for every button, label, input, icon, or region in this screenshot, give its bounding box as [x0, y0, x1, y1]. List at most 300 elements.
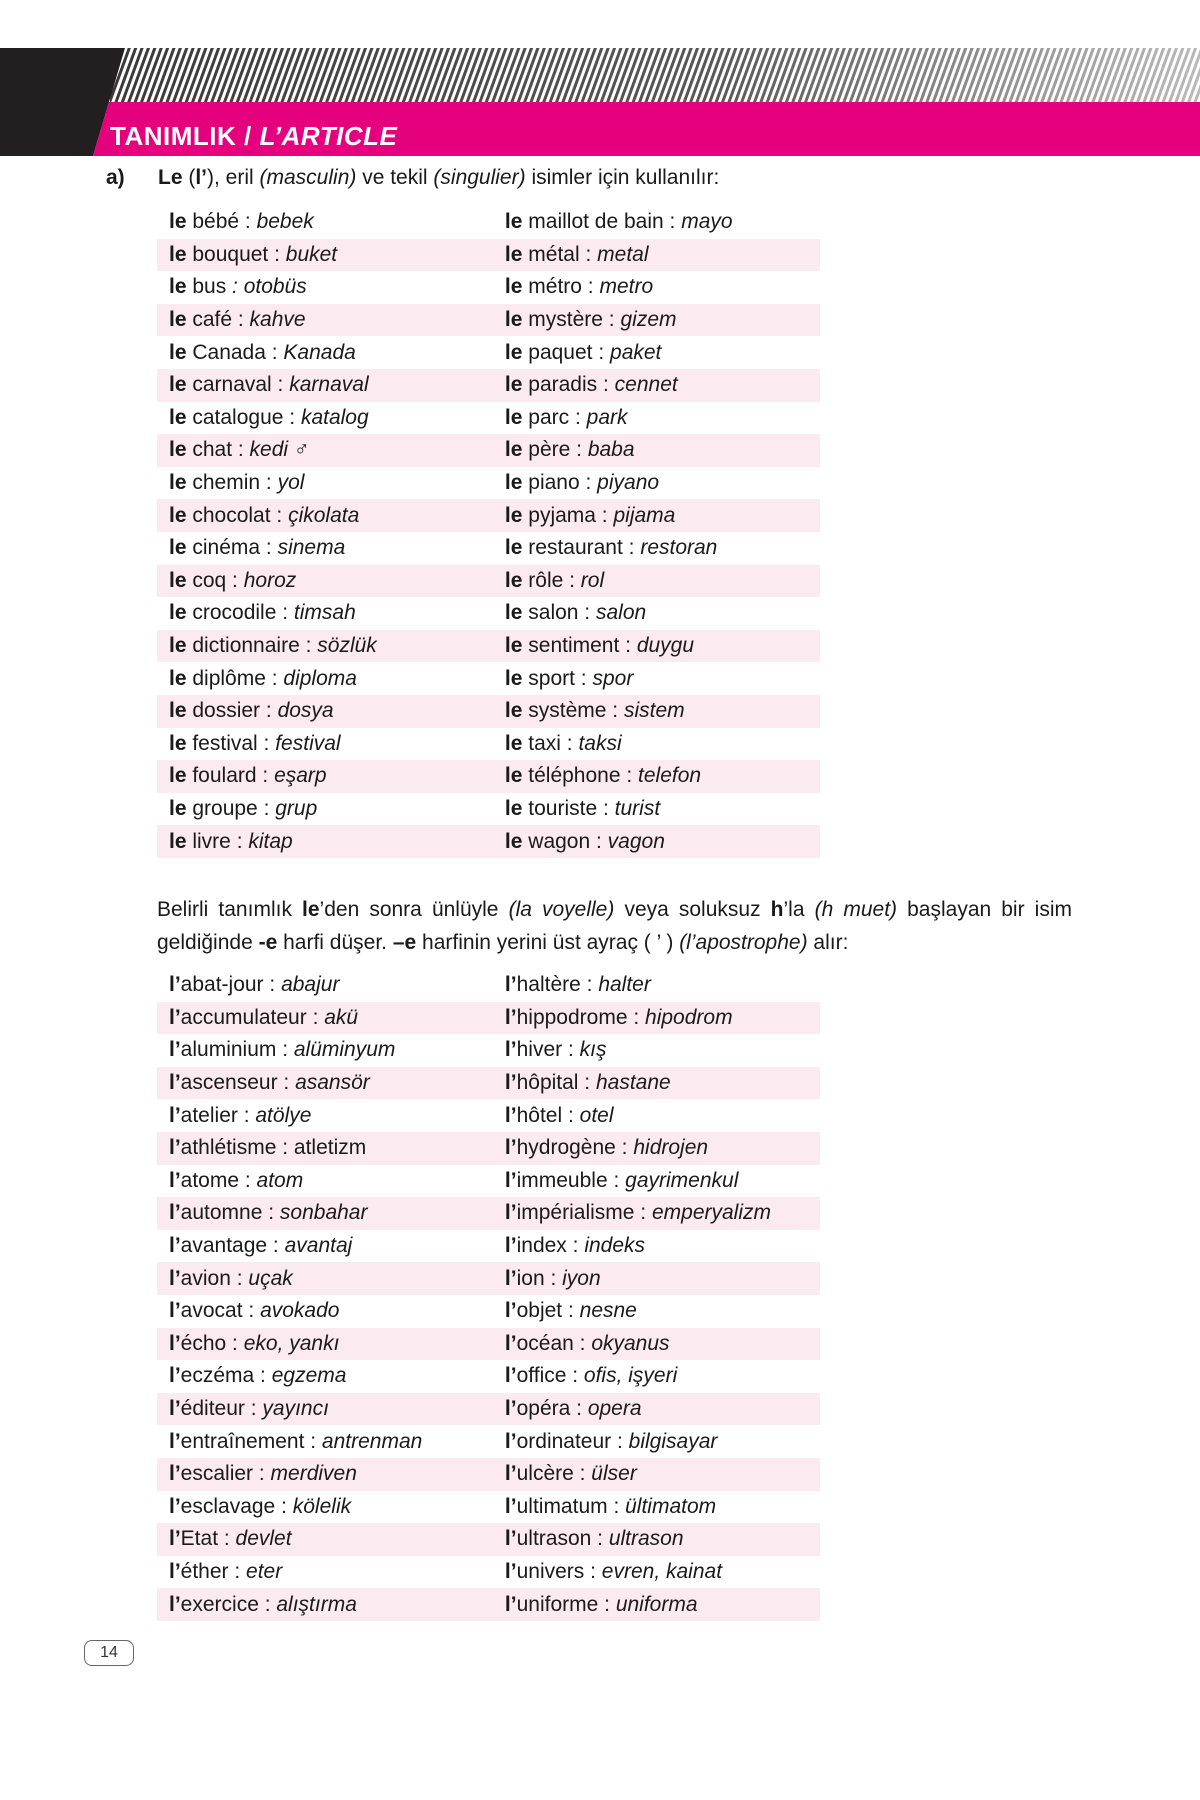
- article: l’: [169, 1071, 181, 1095]
- turkish-translation: indeks: [584, 1234, 646, 1258]
- vocab-entry: [493, 732, 820, 756]
- french-word: sentiment :: [522, 634, 637, 658]
- french-word: hôpital :: [516, 1071, 596, 1095]
- vocab-entry: [493, 973, 820, 997]
- vocab-entry: [157, 504, 493, 528]
- table-row: [157, 1295, 820, 1328]
- french-word: sport :: [522, 666, 593, 690]
- vocab-entry: [157, 797, 493, 821]
- article: l’: [169, 1462, 181, 1486]
- vocab-entry: [493, 373, 820, 397]
- french-word: ascenseur :: [180, 1071, 296, 1095]
- para-text: harfi düşer.: [277, 931, 393, 954]
- intro-masculin: (masculin): [259, 166, 357, 189]
- french-word: esclavage :: [180, 1494, 293, 1518]
- vocab-entry: [493, 471, 820, 495]
- turkish-translation: timsah: [293, 601, 356, 625]
- vocab-entry: [493, 1527, 820, 1551]
- title-italic: L’ARTICLE: [259, 121, 398, 151]
- article: le: [169, 731, 187, 755]
- article: le: [504, 471, 523, 495]
- vocab-entry: [493, 569, 820, 593]
- table-row: [157, 1556, 820, 1589]
- turkish-translation: salon: [595, 601, 647, 625]
- article: l’: [504, 1592, 517, 1616]
- para-text: veya soluksuz: [614, 898, 771, 921]
- french-word: catalogue :: [186, 405, 301, 429]
- turkish-translation: spor: [592, 666, 634, 690]
- table-row: [157, 304, 820, 337]
- french-word: hiver :: [516, 1038, 580, 1062]
- turkish-translation: cennet: [614, 373, 678, 397]
- table-row: [157, 271, 820, 304]
- turkish-translation: karnaval: [289, 373, 369, 397]
- vocab-entry: [493, 634, 820, 658]
- le-vocab-table: [157, 206, 820, 858]
- table-row: [157, 662, 820, 695]
- turkish-translation: sonbahar: [279, 1201, 368, 1225]
- table-row: [157, 532, 820, 565]
- l-vocab-table: [157, 969, 820, 1621]
- table-row: [157, 1523, 820, 1556]
- vocab-entry: [157, 1071, 493, 1095]
- intro-part: isimler için kullanılır:: [525, 166, 720, 189]
- article: le: [504, 796, 523, 820]
- article: l’: [169, 1299, 181, 1323]
- turkish-translation: kedi ♂: [249, 438, 310, 462]
- french-word: avocat :: [180, 1299, 261, 1323]
- table-row: [157, 1588, 820, 1621]
- article: l’: [504, 1364, 517, 1388]
- turkish-translation: kış: [579, 1038, 607, 1062]
- french-word: système :: [522, 699, 624, 723]
- article: le: [169, 471, 187, 495]
- turkish-translation: sözlük: [317, 634, 377, 658]
- vocab-entry: [493, 1267, 820, 1291]
- turkish-translation: egzema: [271, 1364, 347, 1388]
- french-word: salon :: [522, 601, 596, 625]
- vocab-entry: [157, 634, 493, 658]
- article: l’: [169, 1038, 181, 1062]
- french-word: haltère :: [516, 973, 599, 997]
- article: l’: [504, 1168, 517, 1192]
- article: le: [169, 699, 187, 723]
- vocab-entry: [157, 308, 493, 332]
- table-row: [157, 1165, 820, 1198]
- article: le: [169, 308, 187, 332]
- french-word: ulcère :: [516, 1462, 592, 1486]
- french-word: atelier :: [180, 1103, 256, 1127]
- table-row: [157, 1034, 820, 1067]
- article: le: [169, 242, 187, 266]
- french-word: paquet :: [522, 340, 611, 364]
- turkish-translation: atom: [256, 1168, 304, 1192]
- vocab-entry: [493, 1397, 820, 1421]
- table-row: [157, 499, 820, 532]
- item-marker: a): [106, 166, 125, 189]
- article: le: [169, 536, 187, 560]
- french-word: dossier :: [186, 699, 278, 723]
- article: l’: [169, 1103, 181, 1127]
- table-row: [157, 1425, 820, 1458]
- turkish-translation: alıştırma: [276, 1592, 357, 1616]
- french-word: écho :: [180, 1331, 244, 1355]
- table-row: [157, 1360, 820, 1393]
- turkish-translation: iyon: [562, 1266, 601, 1290]
- para-bold: -e: [258, 931, 278, 954]
- para-bold: h: [770, 898, 784, 921]
- table-row: [157, 630, 820, 663]
- french-word: café :: [186, 308, 250, 332]
- article: l’: [169, 1527, 181, 1551]
- french-word: crocodile :: [186, 601, 294, 625]
- vocab-entry: [493, 1299, 820, 1323]
- turkish-translation: dosya: [277, 699, 334, 723]
- vocab-entry: [157, 373, 493, 397]
- vocab-entry: [493, 210, 820, 234]
- french-word: rôle :: [522, 568, 581, 592]
- vocab-entry: [157, 699, 493, 723]
- article: le: [504, 568, 523, 592]
- table-row: [157, 565, 820, 598]
- french-word: livre :: [186, 829, 249, 853]
- table-row: [157, 239, 820, 272]
- article: l’: [504, 973, 517, 997]
- vocab-entry: [493, 1462, 820, 1486]
- article: l’: [504, 1005, 517, 1029]
- french-word: mystère :: [522, 308, 621, 332]
- vocab-entry: [493, 1593, 820, 1617]
- turkish-translation: restoran: [640, 536, 718, 560]
- intro-elided: l’: [195, 166, 208, 189]
- article: le: [169, 568, 187, 592]
- article: le: [169, 796, 187, 820]
- para-italic: (l’apostrophe): [679, 931, 808, 954]
- french-word: père :: [522, 438, 588, 462]
- french-word: métro :: [522, 275, 600, 299]
- french-word: groupe :: [186, 796, 276, 820]
- turkish-translation: Kanada: [283, 340, 356, 364]
- table-row: [157, 1067, 820, 1100]
- turkish-translation: hipodrom: [645, 1005, 733, 1029]
- article: le: [504, 438, 523, 462]
- article: le: [504, 536, 523, 560]
- turkish-translation: uçak: [248, 1266, 293, 1290]
- table-row: [157, 1099, 820, 1132]
- french-word: piano :: [522, 471, 598, 495]
- article: le: [504, 634, 523, 658]
- vocab-entry: [157, 1593, 493, 1617]
- turkish-translation: paket: [610, 340, 662, 364]
- french-word: taxi :: [522, 731, 579, 755]
- french-word: aluminium :: [180, 1038, 294, 1062]
- vocab-entry: [157, 764, 493, 788]
- turkish-translation: çikolata: [288, 503, 360, 527]
- para-text: alır:: [807, 931, 849, 954]
- vocab-entry: [157, 1527, 493, 1551]
- turkish-translation: eko, yankı: [243, 1331, 340, 1355]
- vocab-entry: [493, 1332, 820, 1356]
- article: le: [169, 601, 187, 625]
- turkish-translation: abajur: [281, 973, 340, 997]
- article: le: [504, 308, 523, 332]
- turkish-translation: gizem: [620, 308, 677, 332]
- article: l’: [169, 1397, 181, 1421]
- article: l’: [169, 1005, 181, 1029]
- vocab-entry: [157, 438, 493, 462]
- turkish-translation: otel: [579, 1103, 614, 1127]
- intro-text: [158, 164, 719, 192]
- vocab-entry: [157, 1006, 493, 1030]
- para-text: Belirli tanımlık: [157, 898, 303, 921]
- turkish-translation: rol: [580, 568, 605, 592]
- turkish-translation: alüminyum: [293, 1038, 396, 1062]
- table-row: [157, 1230, 820, 1263]
- turkish-translation: antrenman: [321, 1429, 423, 1453]
- para-text: başlayan bir isim geldiğinde: [157, 898, 1072, 954]
- turkish-translation: katalog: [300, 405, 369, 429]
- turkish-translation: halter: [598, 973, 651, 997]
- table-row: [157, 1197, 820, 1230]
- article: l’: [169, 1136, 181, 1160]
- article: le: [504, 666, 523, 690]
- article: l’: [169, 1168, 181, 1192]
- french-word: chat :: [186, 438, 250, 462]
- article: l’: [504, 1559, 517, 1583]
- turkish-translation: sinema: [277, 536, 346, 560]
- para-text: harfinin yerini üst ayraç ( ’ ): [416, 931, 680, 954]
- vocab-entry: [157, 210, 493, 234]
- article: le: [169, 438, 187, 462]
- article: le: [504, 210, 523, 234]
- vocab-entry: [493, 406, 820, 430]
- french-word: ultrason :: [516, 1527, 609, 1551]
- vocab-entry: [493, 1038, 820, 1062]
- vocab-entry: [493, 1234, 820, 1258]
- french-word: wagon :: [522, 829, 608, 853]
- french-word: festival :: [186, 731, 276, 755]
- para-text: ’la: [783, 898, 815, 921]
- french-word: escalier :: [180, 1462, 271, 1486]
- article: le: [504, 829, 523, 853]
- intro-part: ve tekil: [356, 166, 434, 189]
- intro-part: (: [182, 166, 196, 189]
- french-word: index :: [516, 1234, 585, 1258]
- turkish-translation: : otobüs: [232, 275, 307, 299]
- turkish-translation: mayo: [681, 210, 733, 234]
- turkish-translation: gayrimenkul: [625, 1168, 739, 1192]
- turkish-translation: avantaj: [284, 1234, 353, 1258]
- article: le: [504, 340, 523, 364]
- french-word: bouquet :: [186, 242, 286, 266]
- french-word: bus: [186, 275, 233, 299]
- article: le: [504, 764, 523, 788]
- vocab-entry: [157, 667, 493, 691]
- vocab-entry: [493, 797, 820, 821]
- article: le: [169, 373, 187, 397]
- intro-part: ), eril: [207, 166, 260, 189]
- vocab-entry: [157, 1299, 493, 1323]
- french-word: diplôme :: [186, 666, 284, 690]
- table-row: [157, 434, 820, 467]
- article: l’: [169, 1592, 181, 1616]
- intro-singulier: (singulier): [433, 166, 526, 189]
- french-word: Etat :: [180, 1527, 236, 1551]
- vocab-entry: [157, 1234, 493, 1258]
- turkish-translation: grup: [275, 796, 318, 820]
- table-row: [157, 1262, 820, 1295]
- vocab-entry: [157, 1430, 493, 1454]
- article: l’: [169, 973, 181, 997]
- vocab-entry: [157, 243, 493, 267]
- vocab-entry: [493, 341, 820, 365]
- article: le: [169, 210, 187, 234]
- article: l’: [504, 1266, 517, 1290]
- turkish-translation: telefon: [638, 764, 702, 788]
- para-bold: –e: [392, 931, 417, 954]
- article: l’: [504, 1462, 517, 1486]
- vocab-entry: [157, 1104, 493, 1128]
- vocab-entry: [493, 243, 820, 267]
- turkish-translation: ultrason: [608, 1527, 684, 1551]
- vocab-entry: [157, 1495, 493, 1519]
- french-word: bébé :: [186, 210, 257, 234]
- turkish-translation: kitap: [248, 829, 293, 853]
- vocab-entry: [493, 1071, 820, 1095]
- vocab-entry: [157, 569, 493, 593]
- table-row: [157, 467, 820, 500]
- french-word: restaurant :: [522, 536, 641, 560]
- table-row: [157, 793, 820, 826]
- turkish-translation: duygu: [636, 634, 695, 658]
- vocab-entry: [157, 406, 493, 430]
- article: le: [504, 503, 523, 527]
- french-word: office :: [516, 1364, 584, 1388]
- vocab-entry: [493, 536, 820, 560]
- vocab-entry: [157, 601, 493, 625]
- turkish-translation: metal: [597, 242, 649, 266]
- article: l’: [169, 1429, 181, 1453]
- table-row: [157, 760, 820, 793]
- article: le: [169, 829, 187, 853]
- para-italic: (la voyelle): [508, 898, 615, 921]
- article: l’: [504, 1299, 517, 1323]
- turkish-translation: atölye: [255, 1103, 312, 1127]
- para-italic: (h muet): [814, 898, 898, 921]
- french-word: immeuble :: [516, 1168, 626, 1192]
- french-word: Canada :: [186, 340, 284, 364]
- article: l’: [504, 1071, 517, 1095]
- vocab-entry: [493, 667, 820, 691]
- french-word: chemin :: [186, 471, 278, 495]
- vocab-entry: [493, 1495, 820, 1519]
- article: l’: [504, 1429, 517, 1453]
- article: l’: [169, 1559, 181, 1583]
- vocab-entry: [493, 1136, 820, 1160]
- french-word: foulard :: [186, 764, 275, 788]
- french-word: chocolat :: [186, 503, 289, 527]
- french-word: océan :: [516, 1331, 592, 1355]
- french-word: éther :: [180, 1559, 247, 1583]
- article: l’: [504, 1038, 517, 1062]
- table-row: [157, 1458, 820, 1491]
- title-plain: TANIMLIK /: [110, 121, 260, 151]
- article: le: [504, 242, 523, 266]
- french-word: objet :: [516, 1299, 580, 1323]
- article: le: [169, 634, 187, 658]
- turkish-translation: ültimatom: [625, 1494, 717, 1518]
- article: l’: [169, 1331, 181, 1355]
- french-word: hôtel :: [516, 1103, 580, 1127]
- table-row: [157, 728, 820, 761]
- turkish-translation: akü: [324, 1005, 359, 1029]
- turkish-translation: emperyalizm: [651, 1201, 771, 1225]
- vocab-entry: [157, 973, 493, 997]
- turkish-translation: vagon: [607, 829, 665, 853]
- vocab-entry: [157, 1364, 493, 1388]
- vocab-entry: [493, 438, 820, 462]
- french-word: éditeur :: [180, 1397, 263, 1421]
- french-word: univers :: [516, 1559, 602, 1583]
- turkish-translation: ofis, işyeri: [583, 1364, 678, 1388]
- french-word: accumulateur :: [180, 1005, 325, 1029]
- turkish-translation: sistem: [623, 699, 685, 723]
- elision-paragraph: [157, 893, 1072, 959]
- article: le: [504, 373, 523, 397]
- french-word: cinéma :: [186, 536, 278, 560]
- article: l’: [504, 1201, 517, 1225]
- turkish-translation: piyano: [597, 471, 660, 495]
- turkish-translation: nesne: [579, 1299, 637, 1323]
- turkish-translation: uniforma: [615, 1592, 698, 1616]
- turkish-translation: kölelik: [292, 1494, 352, 1518]
- table-row: [157, 695, 820, 728]
- article: le: [169, 666, 187, 690]
- french-word: coq :: [186, 568, 244, 592]
- article: le: [504, 731, 523, 755]
- table-row: [157, 1002, 820, 1035]
- french-word: opéra :: [516, 1397, 588, 1421]
- french-word: atome :: [180, 1168, 257, 1192]
- french-word: maillot de bain :: [522, 210, 682, 234]
- french-word: métal :: [522, 242, 598, 266]
- article: l’: [504, 1234, 517, 1258]
- article: le: [504, 601, 523, 625]
- turkish-translation: turist: [614, 796, 661, 820]
- french-word: eczéma :: [180, 1364, 272, 1388]
- article: l’: [504, 1103, 517, 1127]
- article: l’: [504, 1397, 517, 1421]
- french-word: impérialisme :: [516, 1201, 652, 1225]
- vocab-entry: [157, 1038, 493, 1062]
- vocab-entry: [493, 1201, 820, 1225]
- article: l’: [504, 1494, 517, 1518]
- vocab-entry: [493, 699, 820, 723]
- turkish-translation: bebek: [256, 210, 314, 234]
- vocab-entry: [493, 1169, 820, 1193]
- turkish-translation: avokado: [260, 1299, 340, 1323]
- turkish-translation: kahve: [249, 308, 306, 332]
- turkish-translation: hastane: [595, 1071, 671, 1095]
- article: le: [504, 275, 523, 299]
- article: l’: [504, 1136, 517, 1160]
- vocab-entry: [157, 536, 493, 560]
- article: le: [169, 340, 187, 364]
- french-word: carnaval :: [186, 373, 290, 397]
- french-word: entraînement :: [180, 1429, 322, 1453]
- intro-article: Le: [158, 166, 183, 189]
- vocab-entry: [157, 275, 493, 299]
